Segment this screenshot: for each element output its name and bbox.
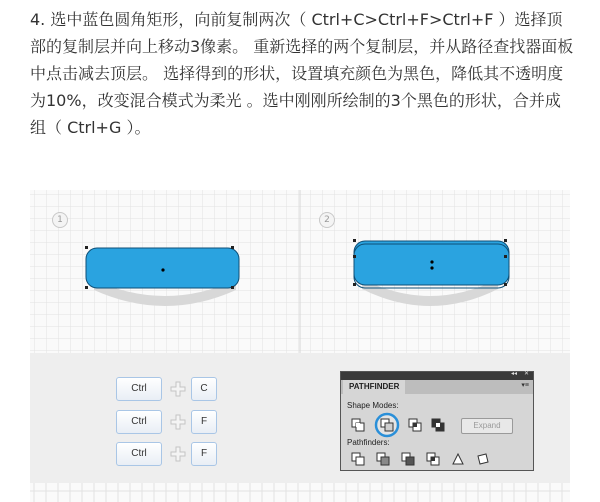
expand-button[interactable]: Expand [461, 418, 513, 434]
key-f: F [191, 442, 217, 466]
intersect-icon[interactable] [408, 418, 422, 432]
panel-menu-icon[interactable]: ▾≡ [521, 382, 529, 389]
step-badge-1: 1 [52, 212, 68, 228]
panel-titlebar[interactable] [341, 372, 533, 380]
tab-pathfinder[interactable]: PATHFINDER [343, 380, 405, 394]
key-ctrl: Ctrl [116, 377, 162, 401]
minus-front-icon[interactable] [374, 412, 400, 438]
plus-icon [170, 381, 186, 397]
exclude-icon[interactable] [431, 418, 445, 432]
pathfinder-panel [340, 371, 534, 471]
key-c: C [191, 377, 217, 401]
figure [30, 190, 570, 502]
pathfinders-label: Pathfinders: [347, 438, 390, 447]
panel-tabbar [341, 380, 533, 394]
plus-icon [170, 414, 186, 430]
close-icon[interactable]: ✕ [523, 371, 529, 377]
bottom-grid-strip [30, 483, 570, 502]
outline-icon[interactable] [451, 452, 465, 466]
merge-icon[interactable] [401, 452, 415, 466]
rounded-rectangle-2 [348, 235, 518, 315]
key-ctrl: Ctrl [116, 442, 162, 466]
unite-icon[interactable] [351, 418, 365, 432]
step-badge-2: 2 [319, 212, 335, 228]
rounded-rectangle-1 [80, 240, 250, 320]
minus-back-icon[interactable] [476, 452, 490, 466]
collapse-icon[interactable]: ◂◂ [510, 371, 517, 377]
shape-modes-label: Shape Modes: [347, 401, 399, 410]
key-f: F [191, 410, 217, 434]
instruction-text: 4. 选中蓝色圆角矩形，向前复制两次（ Ctrl+C>Ctrl+F>Ctrl+F ）选择顶部的复制层并向上移动3像素。 重新选择的两个复制层，并从路径查找器面板中点击减去顶层。 选择得到的形状，设置填充颜色为黑色，降低其不透明度为10%，改变混合模式为柔光 。选中刚刚所绘制的3个黑色的形状，合并成组（ Ctrl+G ）。 [30, 10, 574, 137]
plus-icon [170, 446, 186, 462]
key-ctrl: Ctrl [116, 410, 162, 434]
trim-icon[interactable] [376, 452, 390, 466]
divide-icon[interactable] [351, 452, 365, 466]
crop-icon[interactable] [426, 452, 440, 466]
